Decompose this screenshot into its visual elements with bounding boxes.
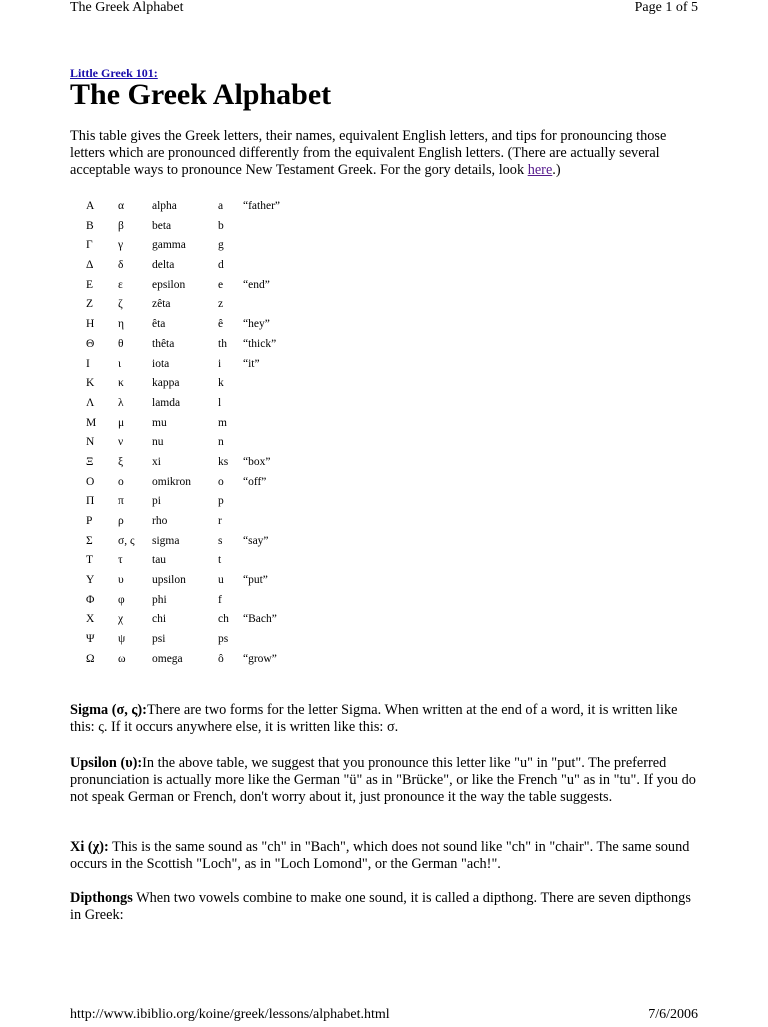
letter-name: êta (152, 318, 166, 331)
lowercase-letter: ω (118, 652, 126, 665)
letter-name: psi (152, 633, 166, 646)
note-term: Dipthongs (70, 890, 133, 906)
pronunciation-tip: “end” (243, 278, 270, 291)
letter-name: upsilon (152, 574, 186, 587)
uppercase-letter: Ψ (86, 633, 95, 646)
lowercase-letter: ζ (118, 298, 123, 311)
uppercase-letter: Φ (86, 593, 95, 606)
table-row (82, 474, 382, 494)
letter-name: gamma (152, 239, 186, 252)
pronunciation-tip: “say” (243, 534, 269, 547)
lowercase-letter: τ (118, 554, 123, 567)
page-title: The Greek Alphabet (70, 78, 332, 111)
uppercase-letter: Χ (86, 613, 95, 626)
pronunciation-tip: “Bach” (243, 613, 277, 626)
english-equivalent: p (218, 495, 224, 508)
print-header (70, 0, 698, 20)
table-row (82, 592, 382, 612)
table-row (82, 296, 382, 316)
letter-name: epsilon (152, 278, 186, 291)
uppercase-letter: Σ (86, 534, 93, 547)
uppercase-letter: Κ (86, 377, 95, 390)
footer-url: http://www.ibiblio.org/koine/greek/lessons/alphabet.html (70, 1007, 390, 1022)
english-equivalent: z (218, 298, 224, 311)
lowercase-letter: α (118, 200, 125, 212)
uppercase-letter: Δ (86, 259, 94, 272)
table-row (82, 415, 382, 435)
lowercase-letter: γ (118, 239, 124, 252)
table-row (82, 257, 382, 277)
table-row (82, 434, 382, 454)
english-equivalent: r (218, 515, 222, 527)
note-term: Xi (χ): (70, 839, 109, 855)
table-row (82, 277, 382, 297)
english-equivalent: ch (218, 613, 229, 626)
english-equivalent: d (218, 259, 224, 272)
table-row (82, 375, 382, 395)
pronunciation-tip: “it” (243, 357, 260, 370)
uppercase-letter: Β (86, 219, 94, 232)
uppercase-letter: Ι (86, 357, 90, 370)
english-equivalent: o (218, 475, 224, 488)
letter-name: lamda (152, 396, 181, 409)
letter-name: chi (152, 613, 167, 626)
header-title: The Greek Alphabet (70, 0, 184, 15)
dipthongs-note (70, 890, 700, 924)
letter-name: phi (152, 593, 167, 606)
note-text: This is the same sound as "ch" in "Bach", which does not sound like "ch" in "chair". The same sound occurs in the Scottish "Loch", as in "Loch Lomond", or the German "ach!". (70, 839, 690, 872)
letter-name: omikron (152, 475, 191, 488)
lowercase-letter: φ (118, 593, 125, 606)
lowercase-letter: ξ (118, 455, 124, 468)
header-page-number: Page 1 of 5 (634, 0, 698, 15)
lowercase-letter: η (118, 318, 125, 331)
table-row (82, 493, 382, 513)
breadcrumb-link[interactable]: Little Greek 101: (70, 66, 158, 80)
lowercase-letter: μ (118, 416, 125, 429)
english-equivalent: f (218, 593, 222, 606)
letter-name: alpha (152, 200, 177, 212)
table-row (82, 218, 382, 238)
letter-name: thêta (152, 337, 175, 350)
pronunciation-tip: “hey” (243, 318, 270, 331)
footer-date: 7/6/2006 (648, 1007, 698, 1022)
upsilon-note (70, 755, 700, 806)
lowercase-letter: ρ (118, 515, 124, 527)
lowercase-letter: σ, ς (118, 534, 135, 547)
table-row (82, 552, 382, 572)
english-equivalent: a (218, 200, 224, 212)
letter-name: zêta (152, 298, 171, 311)
lowercase-letter: θ (118, 337, 124, 350)
english-equivalent: m (218, 416, 227, 429)
uppercase-letter: Π (86, 495, 95, 508)
table-row (82, 651, 382, 671)
letter-name: rho (152, 515, 168, 527)
print-footer (70, 1007, 698, 1027)
table-row (82, 533, 382, 553)
lowercase-letter: λ (118, 396, 124, 409)
table-row (82, 316, 382, 336)
uppercase-letter: Α (86, 200, 95, 212)
english-equivalent: ks (218, 455, 229, 468)
uppercase-letter: Ω (86, 652, 95, 665)
lowercase-letter: υ (118, 574, 124, 587)
table-row (82, 572, 382, 592)
english-equivalent: n (218, 436, 224, 449)
letter-name: beta (152, 219, 172, 232)
note-text: There are two forms for the letter Sigma. When written at the end of a word, it is written like this: ς. If it occurs anywhere else, it is written like this: σ. (70, 702, 678, 735)
note-text: When two vowels combine to make one sound, it is called a dipthong. There are seven dipthongs in Greek: (70, 890, 691, 923)
english-equivalent: ps (218, 633, 229, 646)
uppercase-letter: Ρ (86, 515, 93, 527)
lowercase-letter: ν (118, 436, 124, 449)
uppercase-letter: Θ (86, 337, 95, 350)
table-row (82, 611, 382, 631)
here-link[interactable]: here (527, 162, 553, 178)
english-equivalent: s (218, 534, 223, 547)
english-equivalent: ô (218, 652, 224, 665)
uppercase-letter: Ο (86, 475, 95, 488)
english-equivalent: b (218, 219, 224, 232)
lowercase-letter: δ (118, 259, 124, 272)
lowercase-letter: ψ (118, 633, 126, 646)
table-row (82, 198, 382, 218)
english-equivalent: l (218, 396, 222, 409)
pronunciation-tip: “thick” (243, 337, 277, 350)
pronunciation-tip: “grow” (243, 652, 277, 665)
english-equivalent: i (218, 357, 222, 370)
table-row (82, 631, 382, 651)
english-equivalent: g (218, 239, 224, 252)
pronunciation-tip: “father” (243, 200, 281, 212)
lowercase-letter: ι (118, 357, 122, 370)
english-equivalent: th (218, 337, 227, 350)
pronunciation-tip: “off” (243, 475, 267, 488)
uppercase-letter: Ν (86, 436, 95, 449)
english-equivalent: t (218, 554, 222, 567)
table-row (82, 395, 382, 415)
letter-name: pi (152, 495, 161, 508)
letter-name: xi (152, 455, 161, 468)
letter-name: tau (152, 554, 167, 567)
lowercase-letter: χ (118, 613, 124, 626)
english-equivalent: k (218, 377, 224, 390)
letter-name: sigma (152, 534, 180, 547)
lowercase-letter: β (118, 219, 124, 232)
table-row (82, 356, 382, 376)
alphabet-table (82, 198, 382, 671)
note-text: In the above table, we suggest that you pronounce this letter like "u" in "put". The preferred pronunciation is actually more like the German "ü" as in "Brücke", or like the French "u" as in "tu". If you do not speak German or French, don't worry about it, just pronounce it the way the table suggests. (70, 755, 696, 805)
letter-name: nu (152, 436, 164, 449)
intro-text: This table gives the Greek letters, their names, equivalent English letters, and tips for pronouncing those letters which are pronounced differently from the equivalent English letters. (There are actually several acceptable ways to pronounce New Testament Greek. For the gory details, look (70, 128, 667, 178)
lowercase-letter: ε (118, 278, 123, 291)
intro-text-end: .) (552, 162, 561, 178)
table-row (82, 237, 382, 257)
english-equivalent: u (218, 574, 224, 587)
pronunciation-tip: “box” (243, 455, 271, 468)
lowercase-letter: κ (118, 377, 124, 390)
uppercase-letter: Ζ (86, 298, 94, 311)
lowercase-letter: π (118, 495, 124, 508)
uppercase-letter: Μ (86, 416, 97, 429)
uppercase-letter: Λ (86, 396, 95, 409)
english-equivalent: e (218, 278, 224, 291)
note-term: Upsilon (υ): (70, 755, 143, 771)
xi-note (70, 839, 700, 873)
uppercase-letter: Γ (86, 239, 93, 252)
table-row (82, 454, 382, 474)
table-row (82, 513, 382, 533)
uppercase-letter: Η (86, 318, 95, 331)
lowercase-letter: ο (118, 475, 124, 488)
sigma-note (70, 702, 700, 736)
table-row (82, 336, 382, 356)
letter-name: mu (152, 416, 167, 429)
letter-name: iota (152, 357, 170, 370)
english-equivalent: ê (218, 318, 224, 331)
uppercase-letter: Ξ (86, 455, 94, 468)
uppercase-letter: Τ (86, 554, 94, 567)
uppercase-letter: Υ (86, 574, 95, 587)
letter-name: delta (152, 259, 175, 272)
note-term: Sigma (σ, ς): (70, 702, 147, 718)
letter-name: omega (152, 652, 183, 665)
pronunciation-tip: “put” (243, 574, 268, 587)
intro-paragraph (70, 128, 700, 179)
letter-name: kappa (152, 377, 180, 390)
uppercase-letter: Ε (86, 278, 94, 291)
